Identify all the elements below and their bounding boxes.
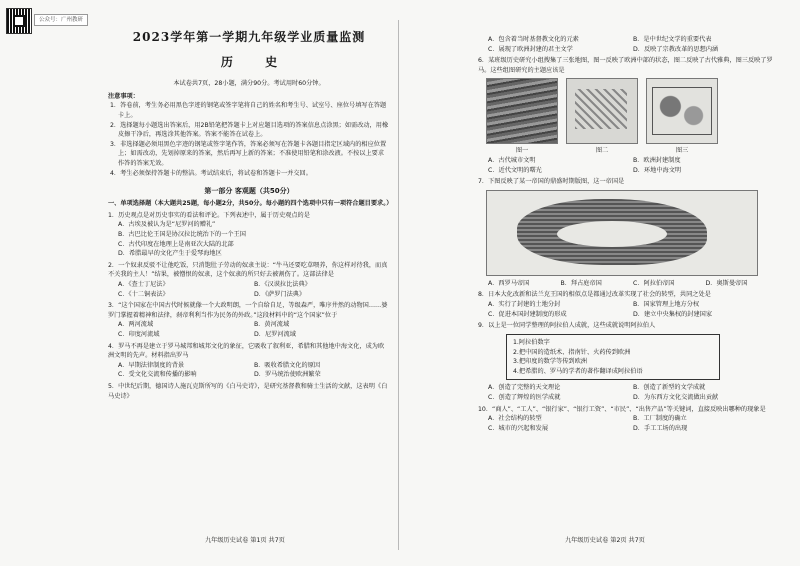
option: D．《萨罗门法典》 — [254, 290, 306, 298]
question-8: 8．日本大化改新和法兰克王国的相似点是都通过改革实现了社会的转型，共同之处是 — [478, 291, 711, 299]
right-page — [478, 35, 778, 433]
option: C．近代文明的曙光 — [488, 166, 542, 174]
box-item: 1.阿拉伯数字 — [513, 338, 550, 346]
figure-3-map — [646, 78, 718, 144]
question-1-options — [118, 220, 390, 258]
option: D．环地中海文明 — [633, 166, 682, 174]
option: A．创造了完整的天文理论 — [488, 384, 561, 392]
notes-header: 注意事项： — [108, 92, 139, 100]
exam-meta: 本试卷共7页，28小题，满分90分。考试用时60分钟。 — [173, 80, 325, 88]
option: B．黄河流域 — [254, 321, 290, 329]
question-7-options — [488, 279, 778, 289]
watermark-stamp: 公众号：广州教研 — [34, 14, 88, 26]
option: C．展现了欧洲封建的君主文学 — [488, 45, 573, 53]
question-9: 9．以上是一位同学整理的阿拉伯人成就，这些成就说明阿拉伯人 — [478, 322, 656, 330]
note-item: 1．答卷前，考生务必用黑色字迹的钢笔或签字笔将自己的姓名和考生号、试室号、座位号填写在答题卡上。 — [110, 102, 387, 120]
option: C．印度河流域 — [118, 331, 160, 339]
option: C．《十二铜表法》 — [118, 290, 169, 298]
question-6-options — [488, 156, 778, 175]
question-1: 1．历史观点是对历史事实的看法和评论。下列表述中，属于历史观点的是 — [108, 211, 310, 219]
page-footer-left: 九年级历史试卷 第1页 共7页 — [205, 537, 285, 544]
figure-caption: 图二 — [595, 147, 609, 155]
box-item: 4.把希腊的、罗马的学者的著作翻译成阿拉伯语 — [513, 367, 643, 375]
subject-title: 历 史 — [220, 54, 292, 69]
option: B．拜占庭帝国 — [560, 279, 602, 287]
option: C．创造了辉煌的医学成就 — [488, 393, 561, 401]
box-item: 2.把中国的造纸术、指南针、火药传到欧洲 — [513, 348, 631, 356]
question-5: 5．中世纪后期，德国诗人施瓦克斯所写的《白马史诗》，是研究基督教和骑士生活的文献，这表明《白马史诗》 — [108, 383, 388, 400]
option: D．罗马统治使欧洲繁荣 — [254, 371, 321, 379]
exam-title: 2023学年第一学期九年级学业质量监测 — [132, 30, 366, 44]
option: A．《查士丁尼法》 — [118, 281, 169, 288]
option: A．实行了封建的土地分封 — [488, 301, 561, 309]
option: C．古代印度在地理上是南亚次大陆的北部 — [118, 240, 234, 248]
option: D．尼罗河流域 — [254, 331, 296, 339]
empire-map — [486, 190, 758, 276]
question-8-options — [488, 300, 778, 319]
question-2: 2．一个奴隶反驳不让他吃饭，只消饱肚子劳动的奴隶主说：“牛马还要吃草喂养，你这样对待我，而真不关我的主人！”结果，被憎恨的奴隶，这个奴隶的所只好去被割伤了。这部法律是 — [108, 261, 388, 279]
figure-caption: 图一 — [515, 147, 529, 155]
note-item: 2．选择题每小题选出答案后，用2B铅笔把答题卡上对应题目选项的答案信息点涂黑；如需改动，用橡皮擦干净后，再选涂其他答案。答案不能答在试卷上。 — [110, 121, 389, 139]
option: A．两河流域 — [118, 321, 154, 329]
box-item: 3.把印度的数学等传到欧洲 — [513, 358, 587, 366]
option: B．《汉谟拉比法典》 — [254, 281, 311, 288]
qr-code-icon — [6, 8, 32, 34]
option: B．欧洲封建制度 — [633, 157, 681, 165]
note-item: 3．非选择题必须用黑色字迹的钢笔或签字笔作答，答案必须写在答题卡各题目指定区域内的相应位置上；如需改动，先划掉原来的答案，然后再写上新的答案；不准使用铅笔和涂改液。不按以上要求作答的答案无效。 — [110, 140, 387, 168]
question-3-options — [118, 320, 390, 339]
option: D．希腊最早的文化产生于爱琴海地区 — [118, 250, 222, 258]
option: B．古巴比伦王国是协汉拉比统治下的一个王国 — [118, 230, 246, 238]
option: A．包含着当时基督教文化的元素 — [488, 36, 579, 43]
option: C．城市的兴起和发展 — [488, 424, 549, 432]
option: C．阿拉伯帝国 — [633, 279, 675, 287]
question-2-options — [118, 280, 390, 299]
question-4-options — [118, 361, 390, 380]
option: A．早期法律制度的背景 — [118, 361, 185, 369]
question-10: 10．“商人”、“工人”、“银行家”、“银行工资”、“市民”、“出售产品”等关键词，直接反映出哪种的现象是 — [478, 405, 766, 413]
question-3: 3．“这个国家在中国古代时候就像一个大政明朗，一个自给自足，等级森严，唯序井然的动物国……婆罗门掌握着精神和法律，刹帝利利当作为民务的外政。”这段材料中的“这个国家”位于 — [108, 302, 388, 319]
question-9-options — [488, 383, 778, 402]
option: A．社会结构的转型 — [488, 415, 542, 423]
option: B．吸收希腊文化的原因 — [254, 361, 321, 369]
section-heading: 一、单项选择题（本大题共25题，每小题2分，共50分。每小题的四个选项中只有一项符合题目要求。） — [108, 200, 393, 208]
page-divider — [398, 20, 399, 550]
option: B．工厂制度的确立 — [633, 415, 687, 423]
option: D．手工工场的出现 — [633, 424, 688, 432]
option: D．奥斯曼帝国 — [705, 279, 748, 287]
question-10-options — [488, 414, 778, 433]
figure-2-map — [566, 78, 638, 144]
option: C．促进本国封建制度的形成 — [488, 310, 567, 318]
note-item: 4．考生必须保持答题卡的整洁。考试结束后，将试卷和答题卡一并交回。 — [110, 169, 312, 177]
page-footer-right: 九年级历史试卷 第2页 共7页 — [565, 537, 645, 544]
achievement-box — [506, 334, 720, 380]
option: B．是中世纪文学的重要代表 — [633, 36, 712, 43]
option: D．建立中央集权的封建国家 — [633, 310, 713, 318]
figure-1-image — [486, 78, 558, 144]
option: A．古埃及被认为是“尼罗河的赠礼” — [118, 221, 216, 229]
figure-captions — [486, 146, 778, 156]
option: B．国家管理上地方分权 — [633, 301, 700, 309]
option: D．为东西方文化交流做出贡献 — [633, 393, 719, 401]
option: A．古代城市文明 — [488, 157, 536, 165]
question-6-images — [486, 78, 778, 144]
notes-list — [108, 101, 390, 178]
figure-caption: 图三 — [675, 147, 689, 155]
part-heading: 第一部分 客观题（共50分） — [204, 187, 294, 196]
question-4: 4．罗马不再是建立于罗马城邦和城邦文化的象征，它吸收了叙利亚，希腊和其他地中海文化，成为欧洲文明的先声。材料指出罗马 — [108, 342, 385, 360]
question-5-options — [488, 35, 778, 54]
option: C．受文化交流和传播的影响 — [118, 371, 197, 379]
option: A．西罗马帝国 — [488, 279, 530, 287]
left-page — [108, 18, 393, 401]
question-7: 7．下图反映了某一帝国的鼎盛时期版图，这一帝国是 — [478, 178, 625, 186]
option: B．创造了新型的文学成就 — [633, 384, 706, 392]
question-6: 6．某班级历史研究小组搜集了三张地图，图一反映了欧洲中部的状态，图二反映了古代雅典，图三反映了罗马。这些组图研究的主题应该是 — [478, 57, 773, 74]
option: D．反映了宗教改革的思想内涵 — [633, 45, 719, 53]
